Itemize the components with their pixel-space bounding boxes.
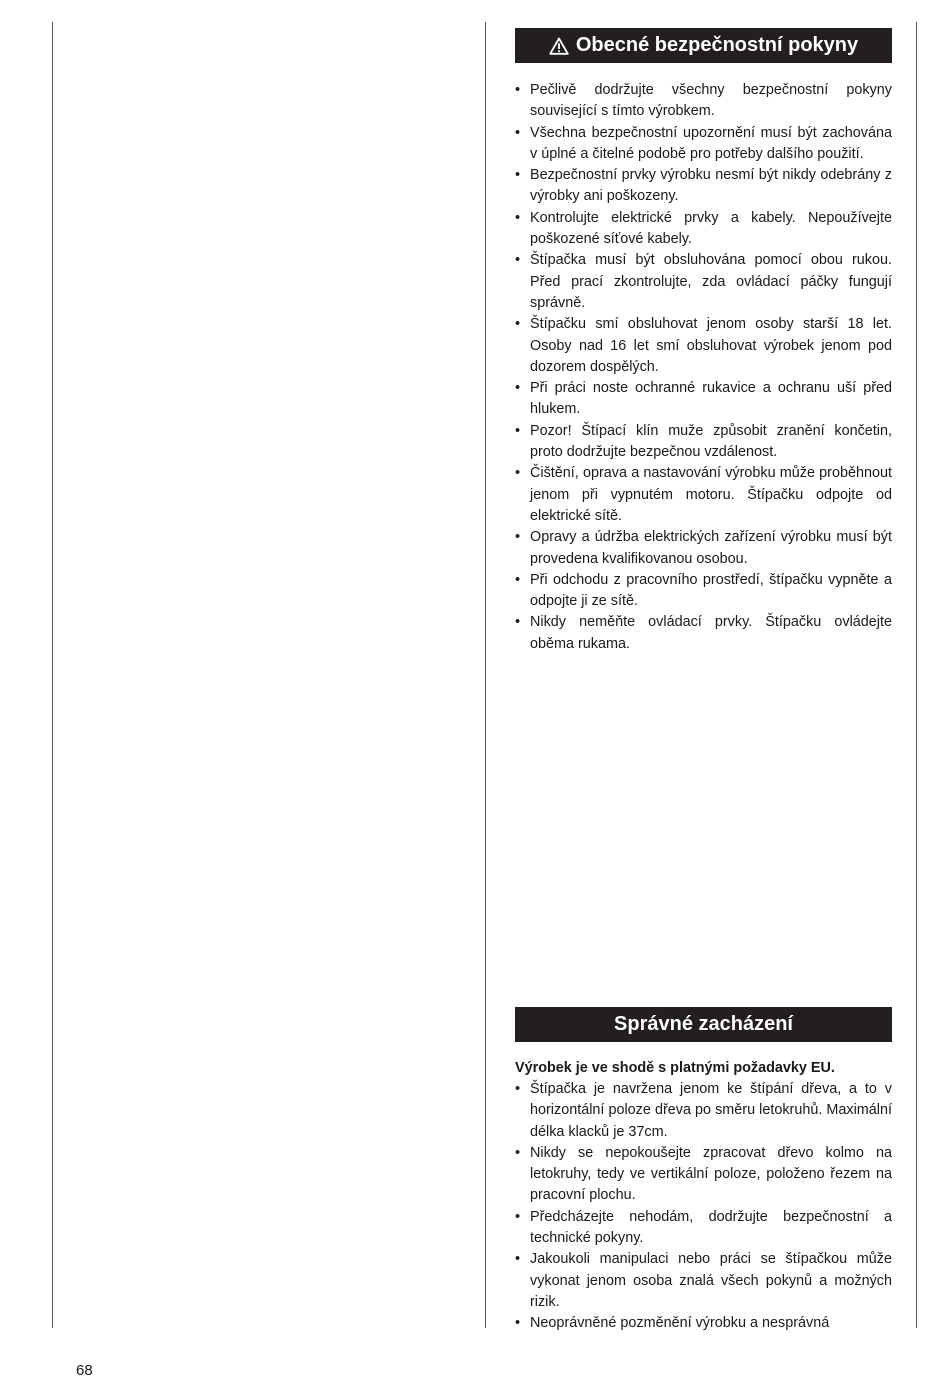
list-item: • Pozor! Štípací klín muže způsobit zranění končetin, proto dodržujte bezpečnou vzdálenost. <box>515 421 892 464</box>
list-item: • Štípačku smí obsluhovat jenom osoby starší 18 let. Osoby nad 16 let smí obsluhovat výrobek jenom pod dozorem dospělých. <box>515 314 892 378</box>
left-column-divider <box>52 22 53 1328</box>
list-item: • Neoprávněné pozměnění výrobku a nesprávná <box>515 1313 892 1334</box>
list-item: • Nikdy se nepokoušejte zpracovat dřevo kolmo na letokruhy, tedy ve vertikální poloze, položeno řezem na pracovní plochu. <box>515 1143 892 1207</box>
handling-list <box>515 1079 892 1335</box>
list-item: • Při práci noste ochranné rukavice a ochranu uší před hlukem. <box>515 378 892 421</box>
list-item: • Kontrolujte elektrické prvky a kabely. Nepoužívejte poškozené síťové kabely. <box>515 208 892 251</box>
center-column-divider <box>485 22 486 1328</box>
list-item: • Pečlivě dodržujte všechny bezpečnostní pokyny související s tímto výrobkem. <box>515 80 892 123</box>
handling-heading-title: Správné zacházení <box>614 1013 793 1035</box>
list-item: • Jakoukoli manipulaci nebo práci se štípačkou může vykonat jenom osoba znalá všech pokynů a možných rizik. <box>515 1249 892 1313</box>
list-item: • Štípačka musí být obsluhována pomocí obou rukou. Před prací zkontrolujte, zda ovládací páčky fungují správně. <box>515 250 892 314</box>
handling-heading <box>515 1007 892 1042</box>
safety-list <box>515 80 892 655</box>
list-item: • Štípačka je navržena jenom ke štípání dřeva, a to v horizontální poloze dřeva po směru letokruhů. Maximální délka klacků je 37cm. <box>515 1079 892 1143</box>
page-number: 68 <box>76 1362 93 1379</box>
safety-heading <box>515 28 892 63</box>
list-item: • Opravy a údržba elektrických zařízení výrobku musí být provedena kvalifikovanou osobou. <box>515 527 892 570</box>
right-column-divider <box>916 22 917 1328</box>
safety-heading-title: Obecné bezpečnostní pokyny <box>575 34 859 56</box>
list-item: • Předcházejte nehodám, dodržujte bezpečnostní a technické pokyny. <box>515 1207 892 1250</box>
list-item: • Bezpečnostní prvky výrobku nesmí být nikdy odebrány z výrobky ani poškozeny. <box>515 165 892 208</box>
handling-intro: Výrobek je ve shodě s platnými požadavky EU. <box>515 1060 835 1076</box>
list-item: • Všechna bezpečnostní upozornění musí být zachována v úplné a čitelné podobě pro potřeby dalšího použití. <box>515 123 892 166</box>
list-item: • Čištění, oprava a nastavování výrobku může proběhnout jenom při vypnutém motoru. Štípačku odpojte od elektrické sítě. <box>515 463 892 527</box>
list-item: • Nikdy neměňte ovládací prvky. Štípačku ovládejte oběma rukama. <box>515 612 892 655</box>
warning-icon <box>549 37 569 55</box>
list-item: • Při odchodu z pracovního prostředí, štípačku vypněte a odpojte ji ze sítě. <box>515 570 892 613</box>
